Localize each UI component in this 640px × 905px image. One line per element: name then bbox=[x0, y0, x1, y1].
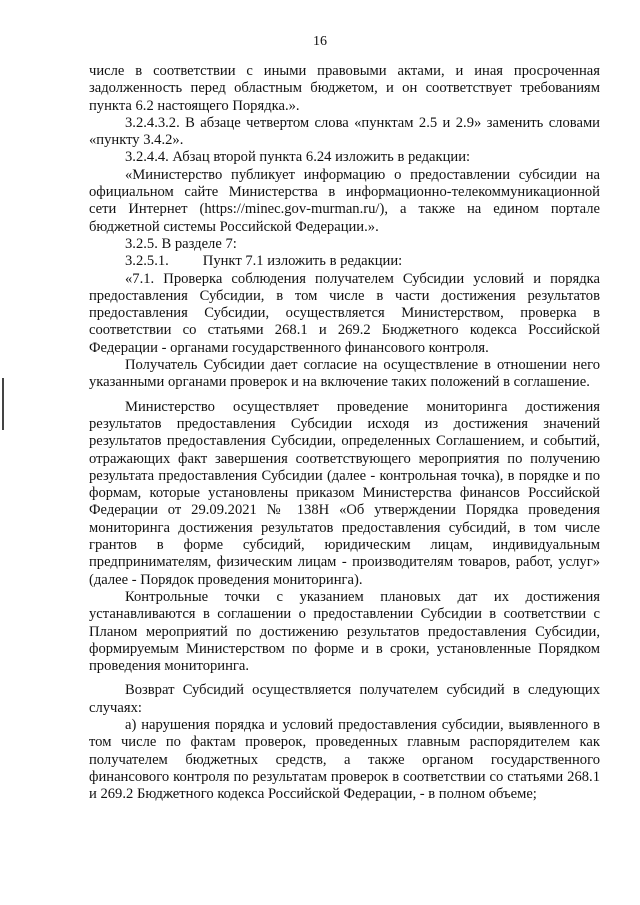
paragraph-subsidy-return: Возврат Субсидий осуществляется получателем субсидий в следующих случаях: bbox=[89, 682, 600, 716]
paragraph-monitoring: Министерство осуществляет проведение мониторинга достижения результатов предоставления Субсидии исходя из достижения значений результатов предоставления Субсидии, определенных Соглашением, и событий, отражающих факт завершения соответствующего мероприятия по получению результата предоставления Субсидии (далее - контрольная точка), в порядке и по формам, которые установлены приказом Министерства финансов Российской Федерации от 29.09.2021 № 138Н «Об утверждении Порядка проведения мониторинга достижения результатов предоставления субсидий, в том числе грантов в форме субсидий, юридическим лицам, индивидуальным предпринимателям, физическим лицам - производителям товаров, работ, услуг» (далее - Порядок проведения мониторинга). bbox=[89, 398, 600, 588]
clause-number: 3.2.5.1. bbox=[125, 253, 169, 270]
clause-text: Пункт 7.1 изложить в редакции: bbox=[202, 253, 403, 270]
paragraph-7-1: «7.1. Проверка соблюдения получателем Субсидии условий и порядка предоставления Субсидии, в том числе в части достижения результатов предоставления Субсидии, осуществляется Министерством, проверка в соответствии со статьями 268.1 и 269.2 Бюджетного кодекса Российской Федерации - органами государственного финансового контроля. bbox=[89, 270, 600, 356]
paragraph-3-2-4-3-2: 3.2.4.3.2. В абзаце четвертом слова «пунктам 2.5 и 2.9» заменить словами «пункту 3.4.2». bbox=[89, 114, 600, 149]
paragraph-3-2-5: 3.2.5. В разделе 7: bbox=[125, 235, 237, 252]
page-number: 16 bbox=[313, 34, 327, 49]
paragraph-ministry-publishes: «Министерство публикует информацию о предоставлении субсидии на официальном сайте Министерства в информационно-телекоммуникационной сети Интернет (https://minec.gov-murman.ru/), а также на едином портале бюджетной системы Российской Федерации.». bbox=[89, 166, 600, 235]
paragraph-item-a: а) нарушения порядка и условий предоставления субсидии, выявленного в том числе по фактам проверок, проведенных главным распорядителем как получателем бюджетных средств, а также органом государственного финансового контроля по результатам проверок в соответствии со статьями 268.1 и 269.2 Бюджетного кодекса Российской Федерации, - в полном объеме; bbox=[89, 716, 600, 803]
scan-margin-mark bbox=[2, 378, 4, 430]
document-body bbox=[89, 63, 600, 803]
paragraph-3-2-4-4: 3.2.4.4. Абзац второй пункта 6.24 изложить в редакции: bbox=[125, 149, 471, 166]
paragraph-recipient-consent: Получатель Субсидии дает согласие на осуществление в отношении него указанными органами проверок и на включение таких положений в соглашение. bbox=[89, 357, 600, 391]
paragraph-continuation: числе в соответствии с иными правовыми актами, и иная просроченная задолженность перед областным бюджетом, и он соответствует требованиям пункта 6.2 настоящего Порядка.». bbox=[89, 63, 600, 114]
paragraph-3-2-5-1 bbox=[89, 253, 600, 270]
paragraph-control-points: Контрольные точки с указанием плановых дат их достижения устанавливаются в соглашении о предоставлении Субсидии в соответствии с Планом мероприятий по достижению результатов предоставления Субсидии, формируемым Министерством по форме и в сроки, установленные Порядком проведения мониторинга. bbox=[89, 588, 600, 675]
